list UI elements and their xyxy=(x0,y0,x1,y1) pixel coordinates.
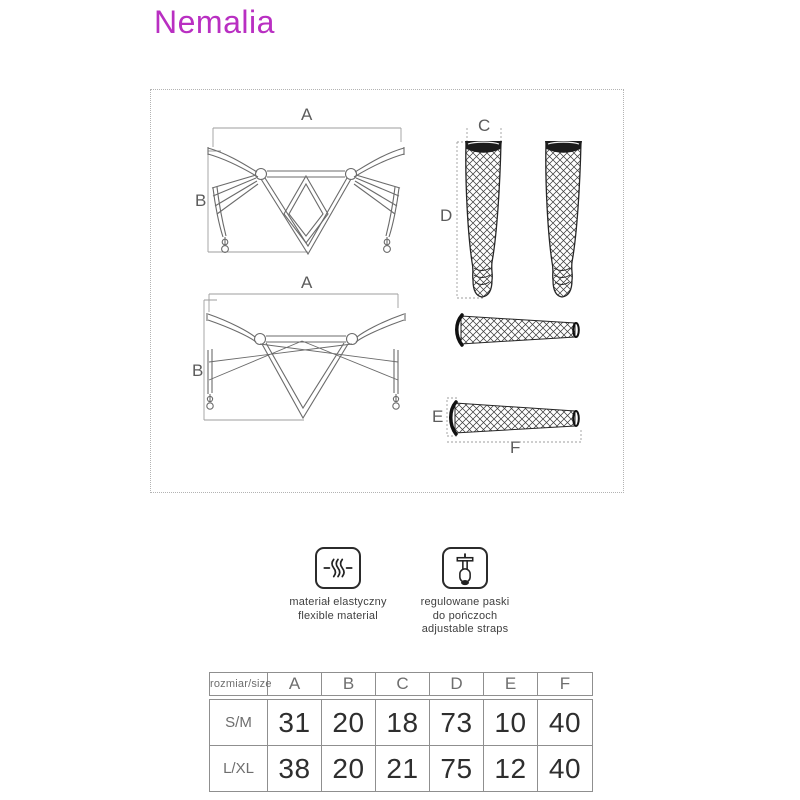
size-cell: 20 xyxy=(322,746,376,792)
dim-label-stocking-length: D xyxy=(440,206,453,225)
size-cell: 38 xyxy=(268,746,322,792)
col-header-size: rozmiar/size xyxy=(210,673,268,696)
size-cell: 31 xyxy=(268,700,322,746)
size-cell: 12 xyxy=(484,746,538,792)
feature-caption-line: adjustable straps xyxy=(421,623,509,635)
feature-caption-line: regulowane paski xyxy=(420,596,510,608)
size-table-body xyxy=(209,699,593,792)
adjustable-straps-icon xyxy=(442,547,488,589)
stockings-drawing xyxy=(457,128,582,298)
size-cell: 75 xyxy=(430,746,484,792)
size-table-header xyxy=(209,672,593,696)
garter-back-drawing xyxy=(204,294,405,420)
col-header-f: F xyxy=(538,673,593,696)
col-header-a: A xyxy=(268,673,322,696)
dim-label-back-width: A xyxy=(301,273,313,292)
dim-label-sleeve-length: F xyxy=(510,438,521,457)
dim-label-sleeve-opening: E xyxy=(432,407,444,426)
col-header-c: C xyxy=(376,673,430,696)
table-row xyxy=(210,673,593,696)
row-label: S/M xyxy=(210,700,268,746)
size-cell: 40 xyxy=(538,746,593,792)
size-cell: 10 xyxy=(484,700,538,746)
spec-diagram-box xyxy=(150,89,624,493)
feature-caption-line: do pończoch xyxy=(432,609,498,622)
sleeve-bottom-drawing xyxy=(447,398,581,442)
size-cell: 18 xyxy=(376,700,430,746)
col-header-b: B xyxy=(322,673,376,696)
size-cell: 20 xyxy=(322,700,376,746)
garter-front-drawing xyxy=(208,128,404,254)
dim-label-back-height: B xyxy=(192,361,204,380)
elastic-material-icon xyxy=(315,547,361,589)
table-row-lxl xyxy=(210,746,593,792)
col-header-e: E xyxy=(484,673,538,696)
col-header-d: D xyxy=(430,673,484,696)
technical-drawing xyxy=(151,90,625,494)
feature-caption-line: materiał elastyczny xyxy=(289,596,387,608)
page-title: Nemalia xyxy=(154,4,275,40)
size-cell: 21 xyxy=(376,746,430,792)
feature-elastic-material xyxy=(273,547,403,623)
sleeve-top-drawing xyxy=(457,315,579,345)
dim-label-front-height: B xyxy=(195,191,207,210)
size-table xyxy=(209,672,592,792)
size-cell: 73 xyxy=(430,700,484,746)
row-label: L/XL xyxy=(210,746,268,792)
feature-caption-line: flexible material xyxy=(298,609,378,622)
dim-label-stocking-top: C xyxy=(478,116,491,135)
feature-adjustable-straps xyxy=(400,547,530,637)
dim-label-front-width: A xyxy=(301,105,313,124)
size-cell: 40 xyxy=(538,700,593,746)
table-row-sm xyxy=(210,700,593,746)
